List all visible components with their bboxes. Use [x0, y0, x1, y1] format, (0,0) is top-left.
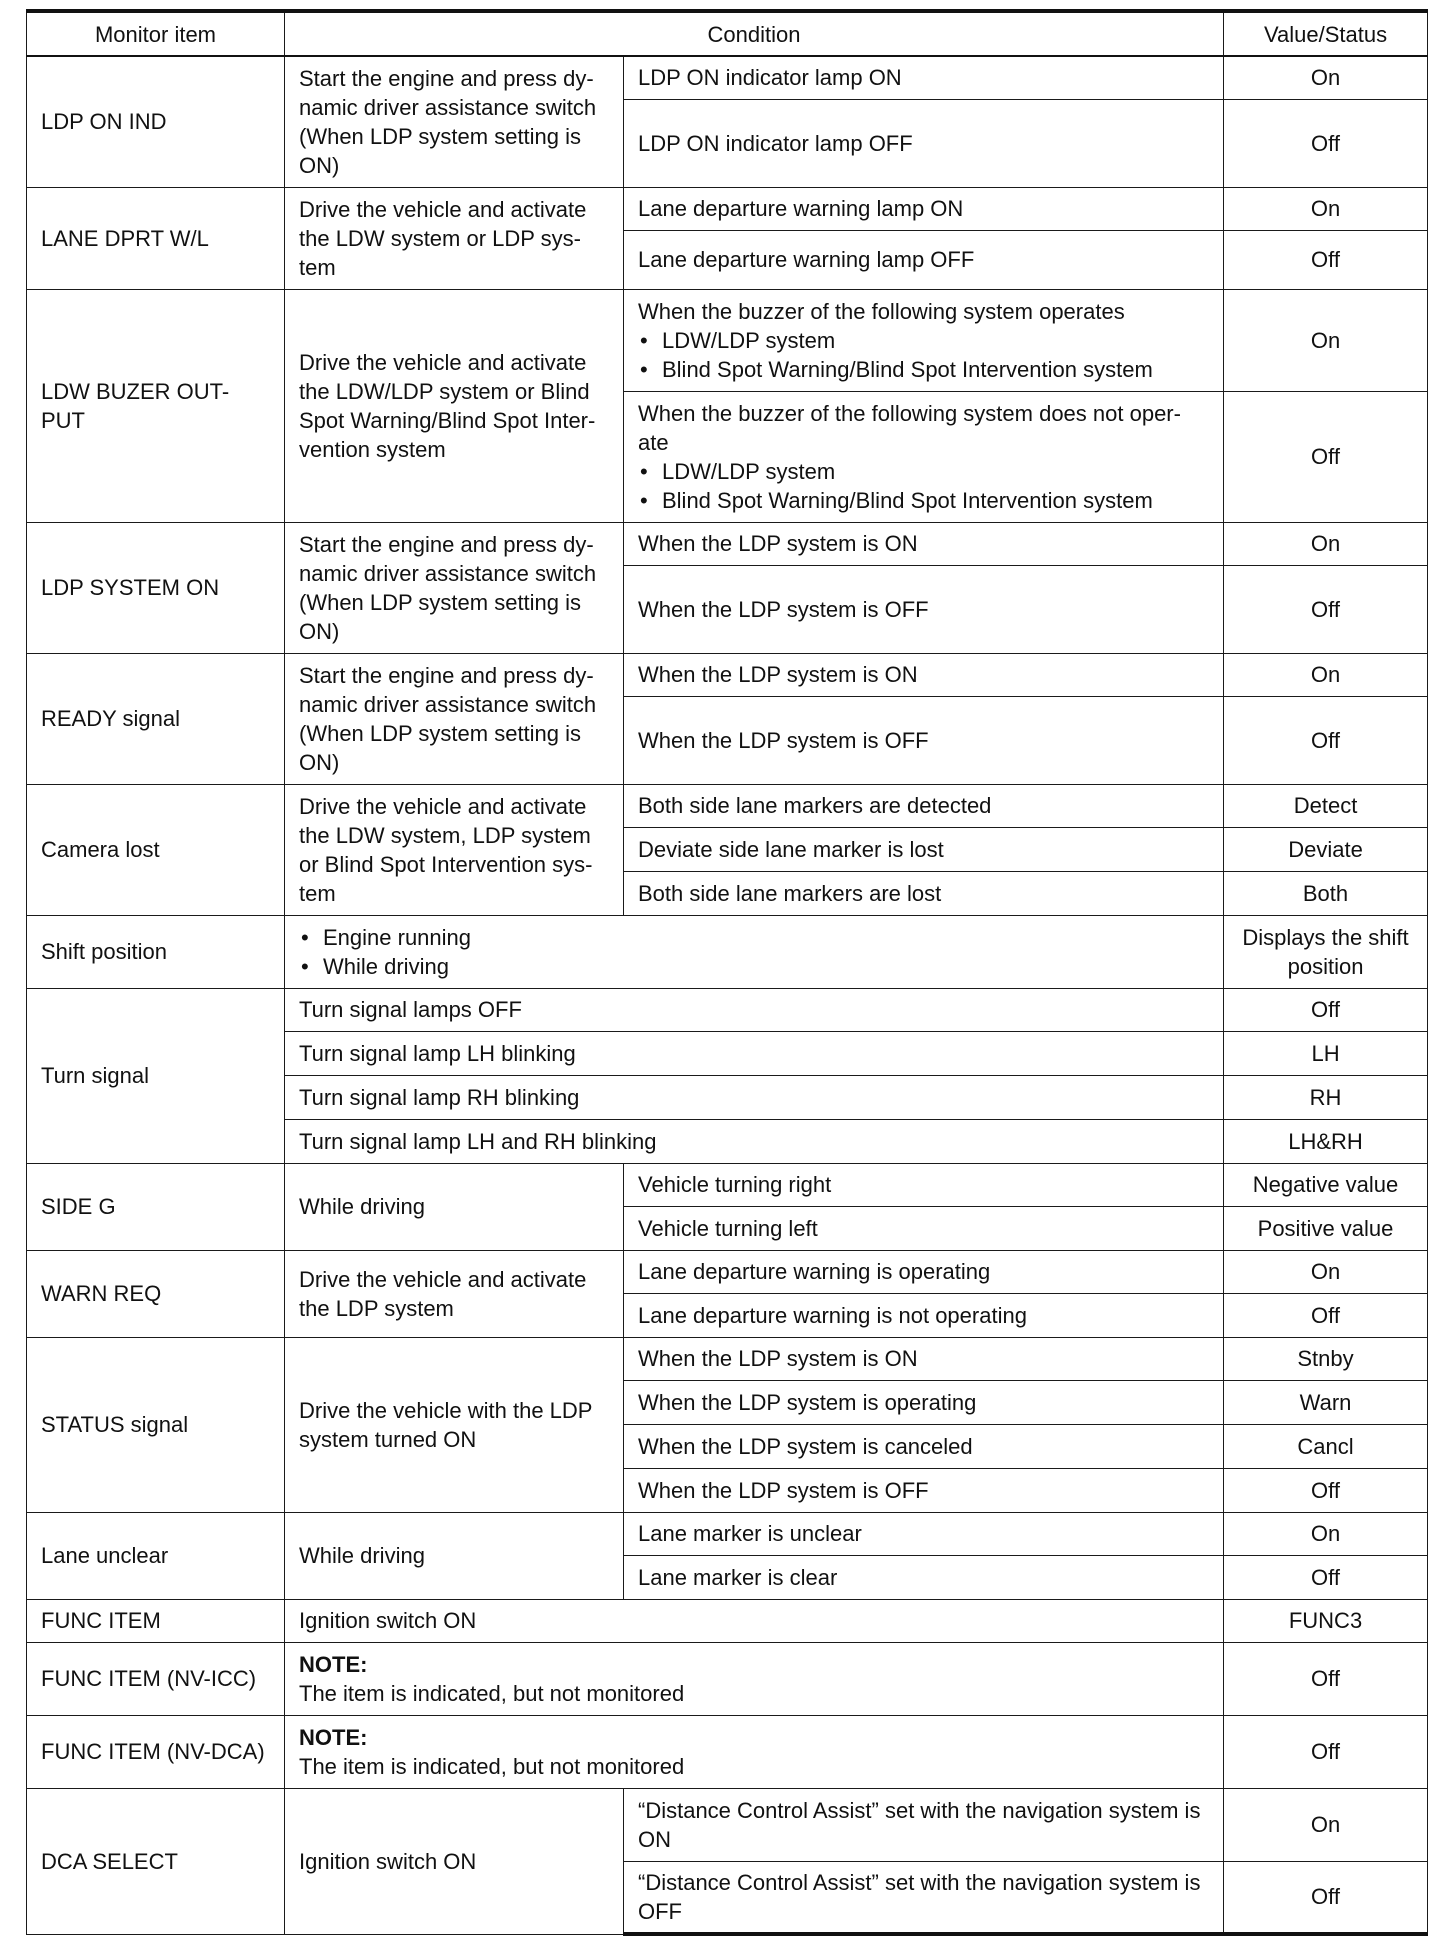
note-text: The item is indicated, but not monitored — [299, 1680, 685, 1706]
value-status: FUNC3 — [1224, 1599, 1428, 1642]
value-status: Off — [1224, 1293, 1428, 1337]
condition-text: Ignition switch ON — [285, 1788, 624, 1934]
sub-condition-text: Turn signal lamps OFF — [285, 988, 1224, 1031]
table-row — [27, 187, 1428, 230]
monitor-item-label: READY signal — [27, 653, 285, 784]
bullet-item: • LDW/LDP system — [638, 326, 1209, 355]
sub-condition-text: When the LDP system is OFF — [624, 1468, 1224, 1512]
value-status: On — [1224, 1250, 1428, 1293]
monitor-item-label: FUNC ITEM (NV-ICC) — [27, 1642, 285, 1715]
sub-condition-text: Lane marker is unclear — [624, 1512, 1224, 1555]
value-status: RH — [1224, 1075, 1428, 1119]
sub-condition-text: Lane departure warning lamp ON — [624, 187, 1224, 230]
value-status: On — [1224, 187, 1428, 230]
condition-text: While driving — [285, 1512, 624, 1599]
bullet-item: • Engine running — [299, 923, 1209, 952]
table-row — [27, 522, 1428, 565]
note-cell — [285, 1715, 1224, 1788]
table-row — [27, 784, 1428, 827]
monitor-item-label: STATUS signal — [27, 1337, 285, 1512]
condition-text: While driving — [285, 1163, 624, 1250]
value-status: Warn — [1224, 1380, 1428, 1424]
value-status: Off — [1224, 1555, 1428, 1599]
value-status: Positive value — [1224, 1206, 1428, 1250]
value-status: Off — [1224, 1642, 1428, 1715]
condition-text: Ignition switch ON — [285, 1599, 1224, 1642]
sub-condition-text: When the buzzer of the following system does not oper-ate — [638, 400, 1181, 455]
table-row — [27, 1788, 1428, 1861]
table-row — [27, 1250, 1428, 1293]
value-status: Detect — [1224, 784, 1428, 827]
sub-condition-text: “Distance Control Assist” set with the navigation system is OFF — [624, 1861, 1224, 1934]
header-row — [27, 11, 1428, 56]
table-row — [27, 1163, 1428, 1206]
monitor-item-label: FUNC ITEM (NV-DCA) — [27, 1715, 285, 1788]
condition-text: Start the engine and press dy-namic driver assistance switch (When LDP system setting is ON) — [285, 56, 624, 187]
value-status: Cancl — [1224, 1424, 1428, 1468]
table-row — [27, 988, 1428, 1031]
sub-condition-text: When the LDP system is canceled — [624, 1424, 1224, 1468]
sub-condition-text: “Distance Control Assist” set with the navigation system is ON — [624, 1788, 1224, 1861]
monitor-item-label: Turn signal — [27, 988, 285, 1163]
sub-condition-text: When the LDP system is ON — [624, 653, 1224, 696]
value-status: On — [1224, 522, 1428, 565]
value-status: Deviate — [1224, 827, 1428, 871]
sub-condition-text: Turn signal lamp LH and RH blinking — [285, 1119, 1224, 1163]
table-row — [27, 1337, 1428, 1380]
table-row — [27, 653, 1428, 696]
value-status: Displays the shift position — [1224, 915, 1428, 988]
bullet-item: • Blind Spot Warning/Blind Spot Intervention system — [638, 355, 1209, 384]
bullet-item: • LDW/LDP system — [638, 457, 1209, 486]
note-text: The item is indicated, but not monitored — [299, 1753, 685, 1779]
value-status: On — [1224, 653, 1428, 696]
sub-condition-text: When the LDP system is OFF — [624, 565, 1224, 653]
monitor-item-label: Camera lost — [27, 784, 285, 915]
monitor-item-label: Lane unclear — [27, 1512, 285, 1599]
sub-condition-text: Both side lane markers are lost — [624, 871, 1224, 915]
monitor-item-label: FUNC ITEM — [27, 1599, 285, 1642]
sub-condition-text: Vehicle turning left — [624, 1206, 1224, 1250]
condition-text: Drive the vehicle and activate the LDP system — [285, 1250, 624, 1337]
bullet-list — [299, 923, 1209, 981]
value-status: LH&RH — [1224, 1119, 1428, 1163]
sub-condition-text: Deviate side lane marker is lost — [624, 827, 1224, 871]
sub-condition-text: Turn signal lamp RH blinking — [285, 1075, 1224, 1119]
table-row — [27, 1599, 1428, 1642]
value-status: LH — [1224, 1031, 1428, 1075]
condition-text: Drive the vehicle and activate the LDW/LDP system or Blind Spot Warning/Blind Spot Inter-vention system — [285, 289, 624, 522]
table-row — [27, 1512, 1428, 1555]
condition-text: Start the engine and press dy-namic driver assistance switch (When LDP system setting is ON) — [285, 522, 624, 653]
sub-condition-text: When the buzzer of the following system operates — [638, 298, 1125, 324]
monitor-item-label: SIDE G — [27, 1163, 285, 1250]
sub-condition-text: Vehicle turning right — [624, 1163, 1224, 1206]
bullet-list — [638, 457, 1209, 515]
value-status: Stnby — [1224, 1337, 1428, 1380]
sub-condition-text: When the LDP system is ON — [624, 1337, 1224, 1380]
bullet-item: • Blind Spot Warning/Blind Spot Intervention system — [638, 486, 1209, 515]
monitor-item-label: LDP SYSTEM ON — [27, 522, 285, 653]
value-status: On — [1224, 1788, 1428, 1861]
sub-condition-text: Lane departure warning is not operating — [624, 1293, 1224, 1337]
condition-text: Drive the vehicle and activate the LDW system, LDP system or Blind Spot Intervention sys-tem — [285, 784, 624, 915]
table-row — [27, 56, 1428, 99]
sub-condition-text: Lane departure warning is operating — [624, 1250, 1224, 1293]
table-row — [27, 915, 1428, 988]
value-status: Off — [1224, 230, 1428, 289]
value-status: Off — [1224, 1468, 1428, 1512]
value-status: On — [1224, 1512, 1428, 1555]
sub-condition-cell — [624, 289, 1224, 391]
sub-condition-text: When the LDP system is ON — [624, 522, 1224, 565]
value-status: Off — [1224, 1715, 1428, 1788]
header-value-status: Value/Status — [1224, 11, 1428, 56]
value-status: Off — [1224, 1861, 1428, 1934]
value-status: On — [1224, 56, 1428, 99]
monitor-item-label: Shift position — [27, 915, 285, 988]
value-status: On — [1224, 289, 1428, 391]
sub-condition-text: Turn signal lamp LH blinking — [285, 1031, 1224, 1075]
condition-text: Drive the vehicle and activate the LDW system or LDP sys-tem — [285, 187, 624, 289]
condition-text: Drive the vehicle with the LDP system turned ON — [285, 1337, 624, 1512]
sub-condition-text: When the LDP system is operating — [624, 1380, 1224, 1424]
note-cell — [285, 1642, 1224, 1715]
condition-text: Start the engine and press dy-namic driver assistance switch (When LDP system setting is ON) — [285, 653, 624, 784]
sub-condition-text: Lane departure warning lamp OFF — [624, 230, 1224, 289]
monitor-item-label: LANE DPRT W/L — [27, 187, 285, 289]
table-row — [27, 1642, 1428, 1715]
sub-condition-text: Both side lane markers are detected — [624, 784, 1224, 827]
bullet-item: • While driving — [299, 952, 1209, 981]
sub-condition-text: Lane marker is clear — [624, 1555, 1224, 1599]
sub-condition-text: LDP ON indicator lamp ON — [624, 56, 1224, 99]
sub-condition-text: LDP ON indicator lamp OFF — [624, 99, 1224, 187]
value-status: Off — [1224, 99, 1428, 187]
header-condition: Condition — [285, 11, 1224, 56]
monitor-item-label: LDW BUZER OUT-PUT — [27, 289, 285, 522]
table-row — [27, 1715, 1428, 1788]
sub-condition-text: When the LDP system is OFF — [624, 696, 1224, 784]
monitor-item-label: LDP ON IND — [27, 56, 285, 187]
value-status: Both — [1224, 871, 1428, 915]
monitor-item-table — [26, 9, 1428, 1936]
condition-cell — [285, 915, 1224, 988]
table-row — [27, 289, 1428, 391]
note-label: NOTE: — [299, 1724, 368, 1750]
value-status: Negative value — [1224, 1163, 1428, 1206]
bullet-list — [638, 326, 1209, 384]
value-status: Off — [1224, 565, 1428, 653]
value-status: Off — [1224, 988, 1428, 1031]
monitor-item-label: WARN REQ — [27, 1250, 285, 1337]
sub-condition-cell — [624, 391, 1224, 522]
value-status: Off — [1224, 391, 1428, 522]
value-status: Off — [1224, 696, 1428, 784]
note-label: NOTE: — [299, 1651, 368, 1677]
monitor-item-label: DCA SELECT — [27, 1788, 285, 1934]
header-monitor-item: Monitor item — [27, 11, 285, 56]
